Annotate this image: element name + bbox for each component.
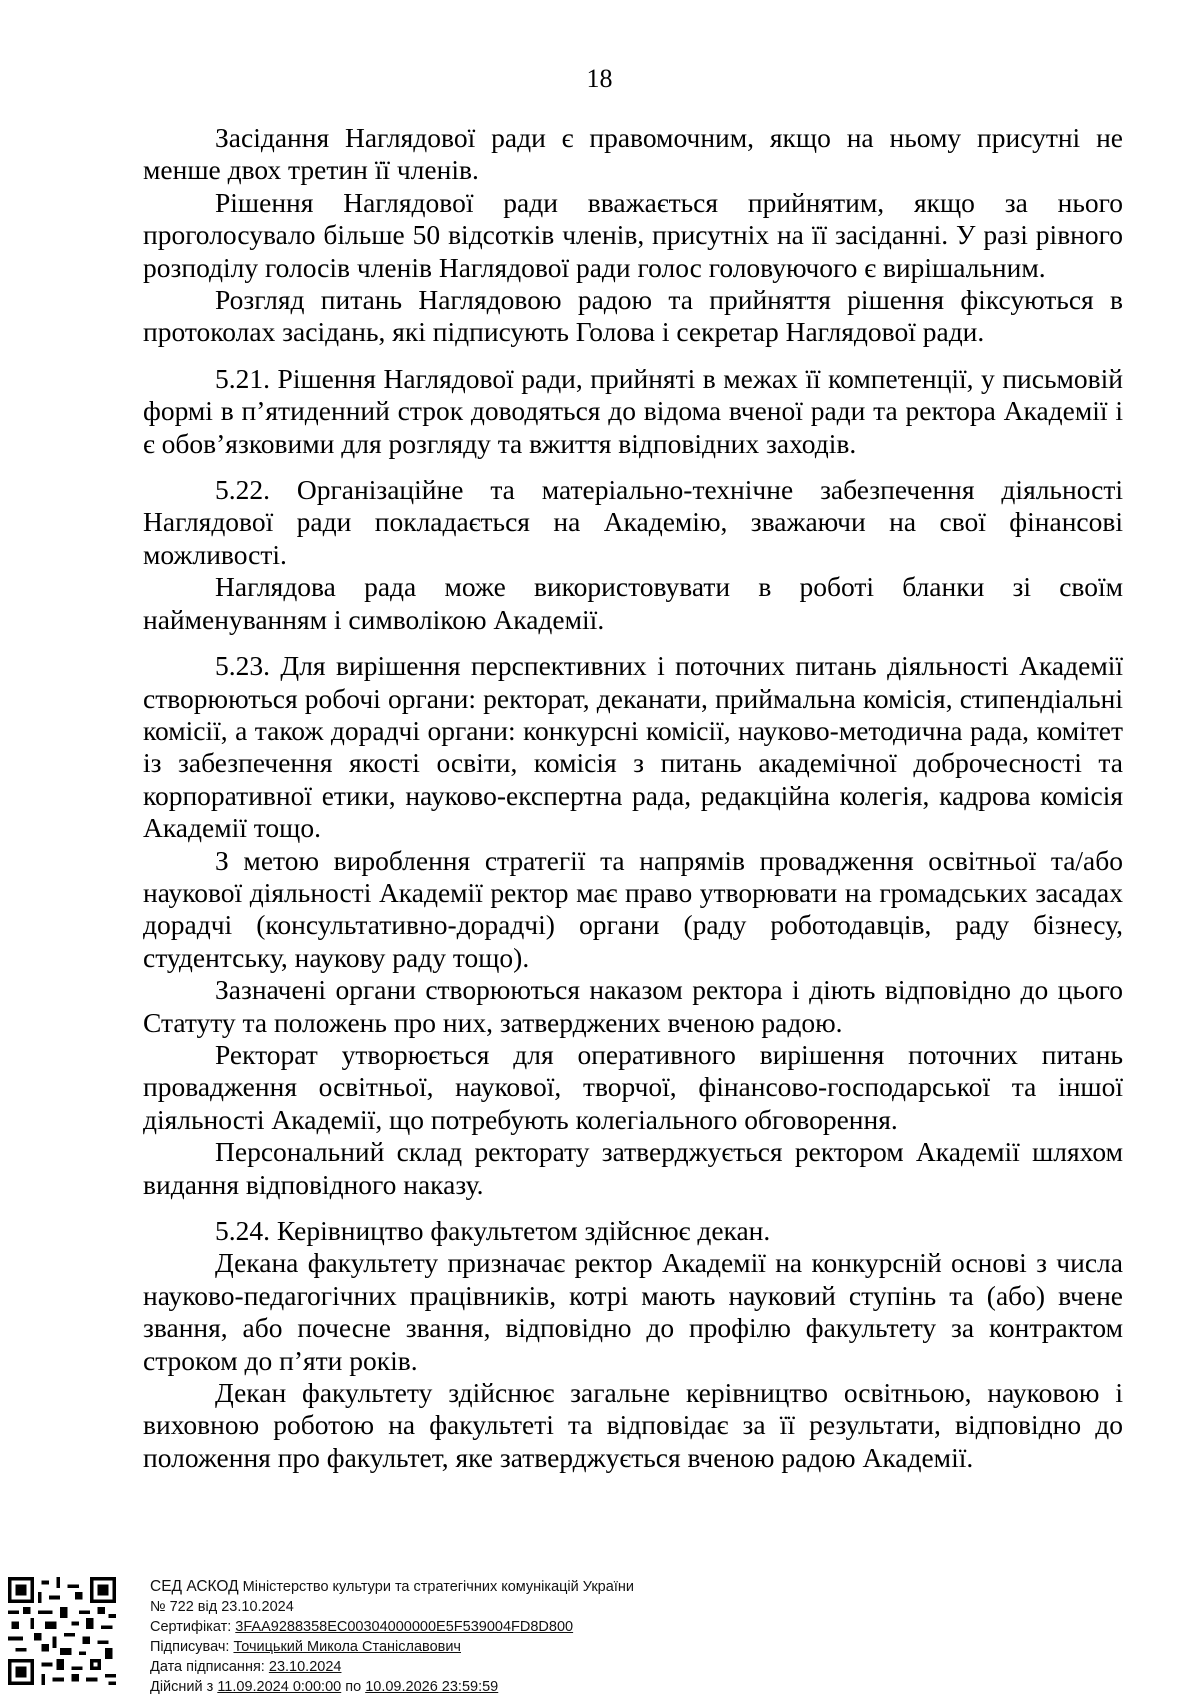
signature-details [150,1577,634,1697]
paragraph: 5.24. Керівництво факультетом здійснює декан. [215,1215,771,1246]
paragraph: Рішення Наглядової ради вважається прийнятим, якщо за нього проголосувало більше 50 відсотків членів, присутніх на її засіданні. У разі рівного розподілу голосів членів Наглядової ради голос головуючого є вирішальним. [143,186,1123,283]
valid-to-label: по [345,1679,362,1695]
valid-to-value: 10.09.2026 23:59:59 [365,1679,499,1695]
paragraph: 5.22. Організаційне та матеріально-технічне забезпечення діяльності Наглядової ради покладається на Академію, зважаючи на свої фінансові можливості. [143,474,1123,570]
document-body [143,122,1123,1474]
sign-date-value: 23.10.2024 [268,1659,342,1675]
paragraph: Зазначені органи створюються наказом ректора і діють відповідно до цього Статуту та положень про них, затверджених вченою радою. [143,974,1123,1038]
certificate-row [150,1617,634,1637]
paragraph: З метою вироблення стратегії та напрямів провадження освітньої та/або наукової діяльності Академії ректор має право утворювати на громадських засадах дорадчі (консультативно-дорадчі) органи (раду роботодавців, раду бізнесу, студентську, наукову раду тощо). [143,844,1123,973]
validity-row [150,1677,634,1697]
stamp-header [150,1577,634,1597]
certificate-value: 3FAA9288358EC00304000000E5F539004FD8D800 [235,1619,574,1635]
organization-name: Міністерство культури та стратегічних комунікацій України [242,1579,634,1595]
registration-number: № 722 від 23.10.2024 [150,1599,294,1615]
system-name: СЕД АСКОД [150,1578,239,1595]
paragraph: 5.21. Рішення Наглядової ради, прийняті в межах її компетенції, у письмовій формі в п’ятиденний строк доводяться до відома вченої ради та ректора Академії і є обов’язковими для розгляду та вжиття відповідних заходів. [143,362,1123,459]
paragraph: Декана факультету призначає ректор Академії на конкурсній основі з числа науково-педагогічних працівників, котрі мають науковий ступінь та (або) вчене звання, або почесне звання, відповідно до профілю факультету за контрактом строком до п’яти років. [143,1247,1123,1376]
paragraph: 5.23. Для вирішення перспективних і поточних питань діяльності Академії створюються робочі органи: ректорат, деканати, приймальна комісія, стипендіальні комісії, а також дорадчі органи: конкурсні комісії, науково-методична рада, комітет із забезпечення якості освіти, комісія з питань академічної доброчесності та корпоративної етики, науково-експертна рада, редакційна колегія, кадрова комісія Академії тощо. [143,650,1123,844]
signer-value: Точицький Микола Станіславович [233,1639,461,1655]
signature-stamp [8,1577,708,1697]
qr-code-icon [8,1577,116,1685]
paragraph: Ректорат утворюється для оперативного вирішення поточних питань провадження освітньої, наукової, творчої, фінансово-господарської та іншої діяльності Академії, що потребують колегіального обговорення. [143,1038,1123,1135]
certificate-label: Сертифікат: [150,1619,232,1635]
paragraph: Персональний склад ректорату затверджується ректором Академії шляхом видання відповідного наказу. [143,1136,1123,1200]
page-number: 18 [586,64,613,93]
paragraph: Наглядова рада може використовувати в роботі бланки зі своїм найменуванням і символікою Академії. [143,571,1123,635]
paragraph: Засідання Наглядової ради є правомочним, якщо на ньому присутні не менше двох третин її членів. [143,122,1123,186]
signer-row [150,1637,634,1657]
paragraph: Розгляд питань Наглядовою радою та прийняття рішення фіксуються в протоколах засідань, які підписують Голова і секретар Наглядової ради. [143,284,1123,348]
paragraph: Декан факультету здійснює загальне керівництво освітньою, науковою і виховною роботою на факультеті та відповідає за її результати, відповідно до положення про факультет, яке затверджується вченою радою Академії. [143,1377,1123,1473]
valid-from-label: Дійсний з [150,1679,214,1695]
sign-date-label: Дата підписання: [150,1659,265,1675]
signer-label: Підписувач: [150,1639,230,1655]
sign-date-row [150,1657,634,1677]
valid-from-value: 11.09.2024 0:00:00 [217,1679,342,1695]
